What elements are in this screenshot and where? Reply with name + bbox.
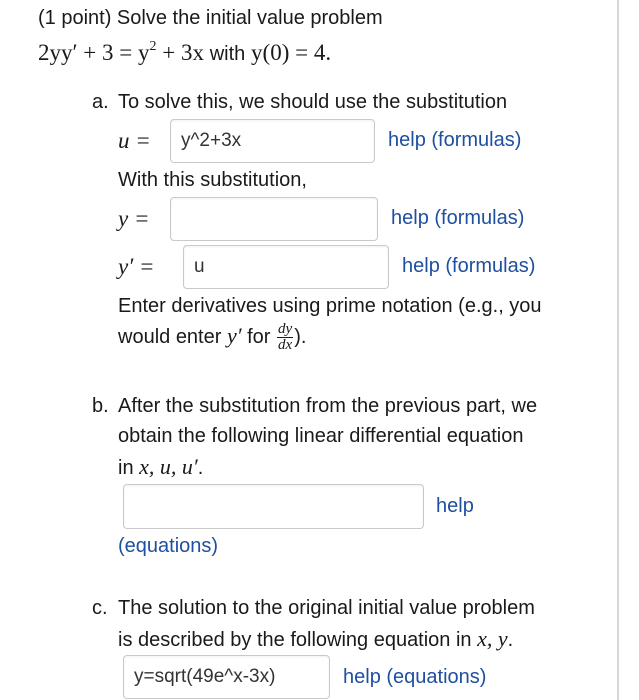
u-help-formulas-link[interactable]: help (formulas) bbox=[388, 129, 522, 151]
derivative-note-suffix: ). bbox=[294, 325, 307, 348]
derivative-note-for: for bbox=[247, 325, 271, 348]
u-label: u = bbox=[118, 128, 151, 153]
problem-points-text: (1 point) Solve the initial value problem bbox=[38, 7, 383, 29]
equation-exponent: 2 bbox=[149, 39, 157, 54]
yprime-expression-input[interactable]: u bbox=[183, 245, 389, 289]
equation-with-word: with bbox=[209, 43, 246, 65]
problem-equation bbox=[38, 34, 331, 67]
part-a-marker: a. bbox=[92, 91, 109, 113]
part-b-help-equations-link[interactable]: (equations) bbox=[118, 535, 219, 557]
derivative-note-line2 bbox=[118, 322, 306, 353]
part-b-help-link[interactable]: help bbox=[436, 495, 474, 517]
part-c-help-equations-link[interactable]: help (equations) bbox=[343, 666, 487, 688]
equation-lhs: 2yy′ + 3 = y bbox=[38, 40, 150, 65]
part-b-line3-suffix: . bbox=[197, 457, 204, 479]
part-c-line2-suffix: . bbox=[507, 629, 514, 651]
part-c-variables: x, y bbox=[477, 626, 508, 651]
fraction-denominator: dx bbox=[278, 337, 293, 353]
y-label: y = bbox=[118, 206, 150, 231]
part-b-line2: obtain the following linear differential equation bbox=[118, 425, 524, 447]
part-c-line2 bbox=[118, 626, 513, 652]
solution-equation-input[interactable]: y=sqrt(49e^x-3x) bbox=[123, 655, 330, 699]
fraction-numerator: dy bbox=[278, 321, 293, 337]
part-c-line2-prefix: is described by the following equation in bbox=[118, 629, 472, 651]
derivative-note-prefix: would enter bbox=[118, 325, 222, 348]
with-substitution-text: With this substitution, bbox=[118, 169, 307, 191]
derivative-note-yprime: y′ bbox=[226, 322, 242, 348]
part-b-line3 bbox=[118, 454, 203, 480]
part-c-line1: The solution to the original initial value problem bbox=[118, 597, 535, 619]
u-substitution-input[interactable]: y^2+3x bbox=[170, 119, 375, 163]
yprime-help-formulas-link[interactable]: help (formulas) bbox=[402, 255, 536, 277]
part-b-line1: After the substitution from the previous part, we bbox=[118, 395, 538, 417]
part-b-line3-prefix: in bbox=[118, 457, 134, 479]
dy-dx-fraction bbox=[277, 322, 293, 353]
y-help-formulas-link[interactable]: help (formulas) bbox=[391, 207, 525, 229]
part-c-marker: c. bbox=[92, 597, 108, 619]
y-expression-input[interactable] bbox=[170, 197, 378, 241]
equation-rhs: + 3x bbox=[156, 40, 204, 65]
derivative-note-line1: Enter derivatives using prime notation (e.g., you bbox=[118, 295, 542, 317]
part-b-variables: x, u, u′ bbox=[139, 454, 198, 479]
equation-initial-condition: y(0) = 4. bbox=[251, 40, 332, 65]
linear-equation-input[interactable] bbox=[123, 484, 424, 529]
part-a-intro: To solve this, we should use the substitution bbox=[118, 91, 508, 113]
yprime-label: y′ = bbox=[118, 254, 155, 279]
part-b-marker: b. bbox=[92, 395, 109, 417]
